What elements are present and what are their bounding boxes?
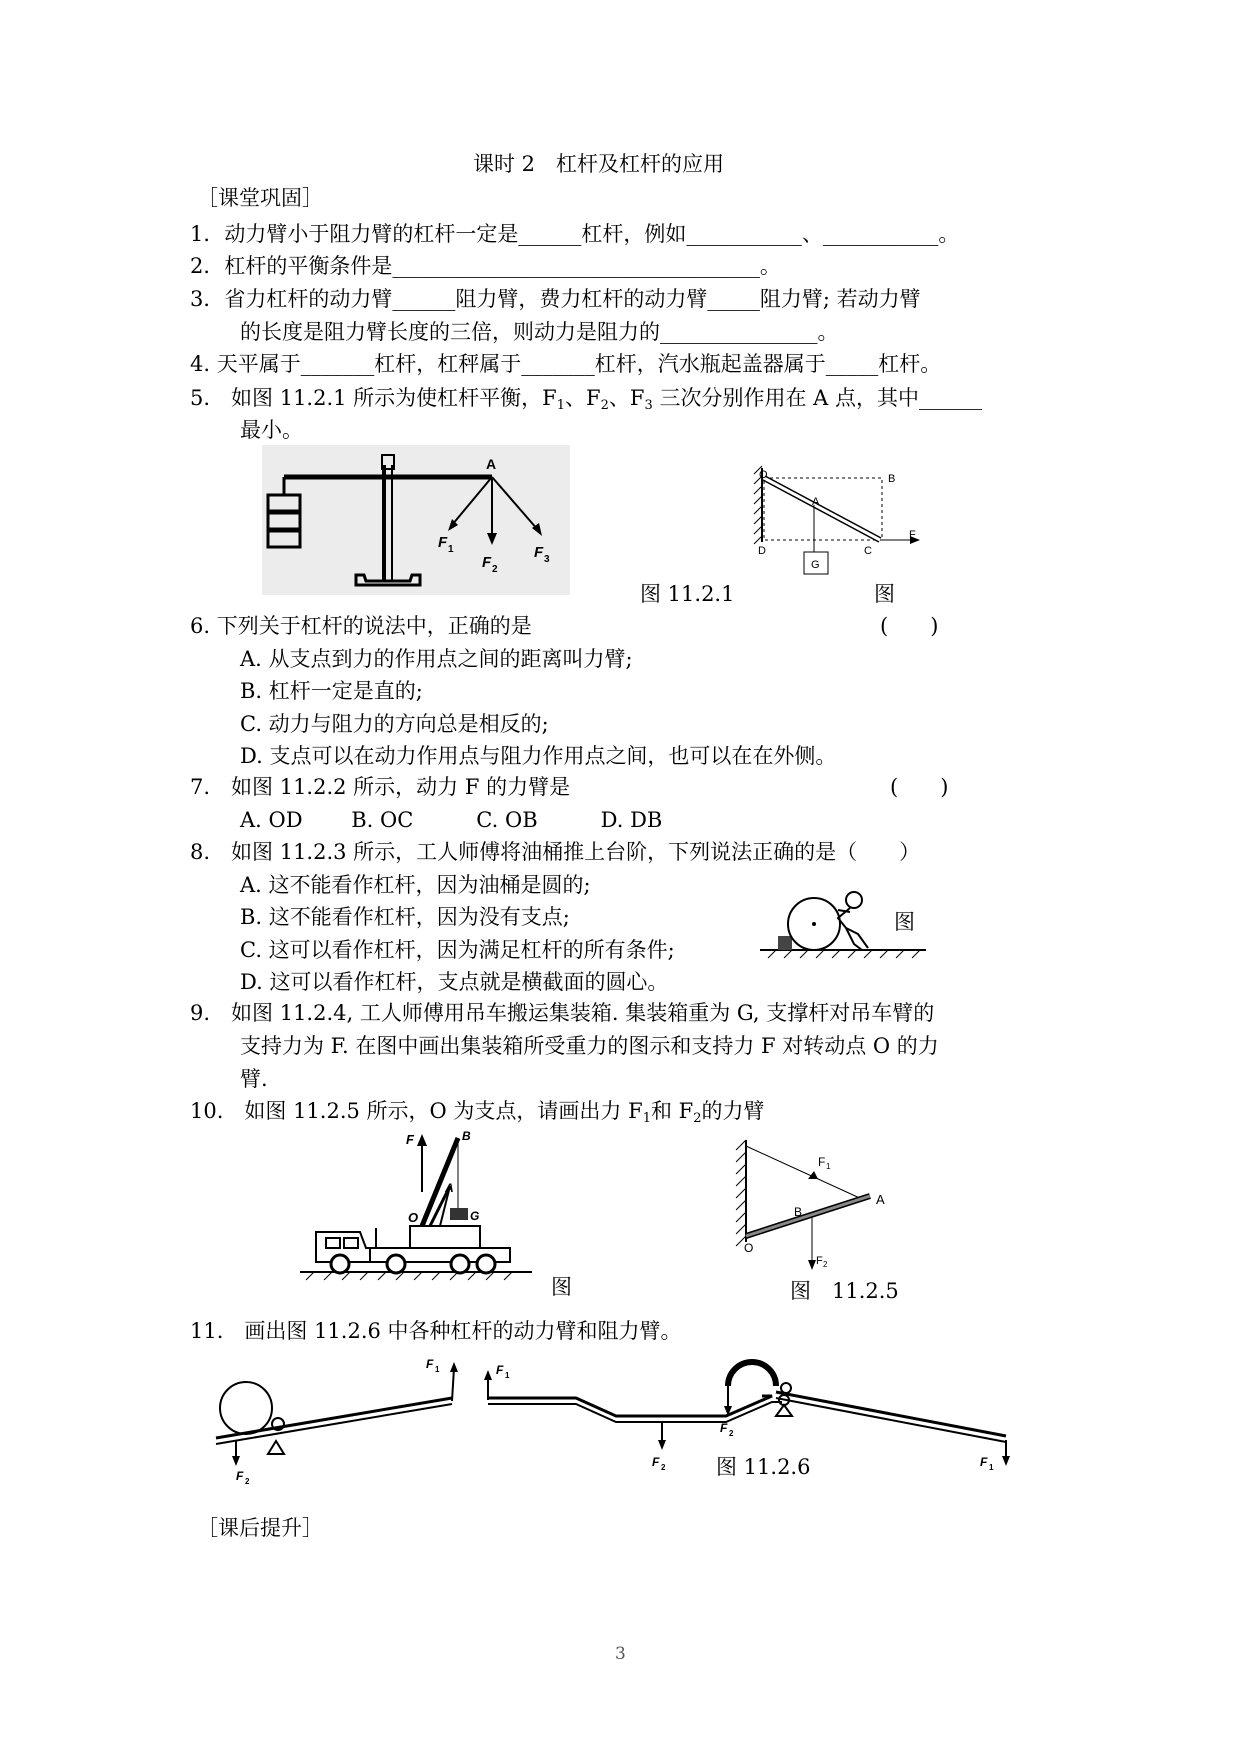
question-9-line2: 支持力为 F. 在图中画出集装箱所受重力的图示和支持力 F 对转动点 O 的力 (240, 1034, 939, 1058)
l2-F1: F (496, 1363, 504, 1377)
figure-wall-triangle (728, 1136, 908, 1276)
question-2: 2．杠杆的平衡条件是___________________________________。 (190, 254, 781, 278)
q10-sub1: 1 (642, 1111, 651, 1126)
label-tri-F2-sub: 2 (823, 1260, 828, 1269)
question-1: 1．动力臂小于阻力臂的杠杆一定是______杠杆，例如___________、___________。 (190, 222, 960, 246)
figure-crane-truck (300, 1130, 540, 1282)
q8-option-b: B. 这不能看作杠杆，因为没有支点; (240, 905, 570, 929)
label-G: G (811, 559, 820, 571)
label-tri-A: A (876, 1192, 885, 1207)
label-crane-G: G (470, 1209, 480, 1223)
label-F2-sub: 2 (492, 564, 498, 575)
l2-F1-sub: 1 (505, 1371, 510, 1380)
label-tri-F2: F (816, 1255, 823, 1267)
l1-F2-sub: 2 (245, 1477, 250, 1486)
l3-F1-sub: 1 (989, 1463, 994, 1472)
q6-option-b: B. 杠杆一定是直的; (240, 679, 423, 703)
q10-mid: 和 F (650, 1099, 694, 1123)
q5-sep2: 、F (608, 386, 645, 410)
question-8: 8. 如图 11.2.3 所示，工人师傅将油桶推上台阶，下列说法正确的是（ ） (190, 840, 921, 864)
section-heading: ［课堂巩固］ (197, 186, 323, 210)
label-F: F (909, 529, 916, 541)
label-F1-sub: 1 (448, 544, 454, 555)
q5-tail: 三次分别作用在 A 点，其中______ (652, 386, 982, 410)
figure-caption-11-2-1: 图 11.2.1 (640, 582, 735, 606)
question-6-answer: ( ) (880, 614, 939, 638)
q8-option-c: C. 这可以看作杠杆，因为满足杠杆的所有条件; (240, 938, 675, 962)
figure-caption-11-2-6: 图 11.2.6 (716, 1455, 811, 1479)
q10-text: 10. 如图 11.2.5 所示，O 为支点，请画出力 F (190, 1099, 643, 1123)
figure-caption-4: 图 (551, 1275, 572, 1299)
label-F3: F (534, 544, 544, 561)
label-tri-F1-sub: 1 (826, 1162, 831, 1171)
label-crane-A: A (445, 1181, 454, 1195)
label-O: O (759, 469, 768, 481)
label-tri-B: B (794, 1205, 803, 1219)
question-6: 6. 下列关于杠杆的说法中，正确的是 (190, 614, 532, 638)
question-5-line2: 最小。 (240, 418, 303, 442)
l2-F2: F (652, 1455, 660, 1469)
l1-F1-sub: 1 (435, 1365, 440, 1374)
question-3-line1: 3．省力杠杆的动力臂______阻力臂，费力杠杆的动力臂_____阻力臂; 若动力臂 (190, 287, 921, 311)
figure-three-levers (206, 1356, 1026, 1486)
label-tri-F1: F (818, 1155, 826, 1169)
label-C: C (864, 545, 872, 557)
q5-text: 5. 如图 11.2.1 所示为使杠杆平衡，F (190, 386, 557, 410)
l1-F2: F (236, 1469, 244, 1483)
q5-sub2: 2 (600, 398, 609, 413)
figure-caption-3: 图 (894, 910, 915, 934)
label-A: A (486, 456, 497, 472)
label-F3-sub: 3 (544, 554, 550, 565)
label-B: B (888, 473, 896, 485)
q5-sub3: 3 (644, 398, 653, 413)
label-crane-B: B (462, 1130, 471, 1143)
q6-option-c: C. 动力与阻力的方向总是相反的; (240, 712, 549, 736)
question-11: 11. 画出图 11.2.6 中各种杠杆的动力臂和阻力臂。 (190, 1319, 682, 1343)
label-F1: F (438, 534, 448, 551)
label-D: D (758, 545, 766, 557)
q10-sub2: 2 (693, 1111, 702, 1126)
label-F2: F (482, 554, 492, 571)
q7-options: A. OD B. OC C. OB D. DB (240, 808, 663, 832)
q5-sep1: 、F (565, 386, 601, 410)
q6-option-a: A. 从支点到力的作用点之间的距离叫力臂; (240, 647, 633, 671)
question-5-line1 (190, 386, 982, 414)
question-10 (190, 1099, 765, 1127)
question-3-line2: 的长度是阻力臂长度的三倍，则动力是阻力的_______________。 (240, 320, 839, 344)
question-4: 4. 天平属于_______杠杆，杠秤属于_______杠杆，汽水瓶起盖器属于_____杠杆。 (190, 352, 942, 376)
q10-tail: 的力臂 (701, 1099, 765, 1123)
question-7: 7. 如图 11.2.2 所示，动力 F 的力臂是 (190, 775, 571, 799)
page-number: 3 (615, 1644, 626, 1664)
q8-option-d: D. 这可以看作杠杆，支点就是横截面的圆心。 (240, 970, 669, 994)
page-title: 课时 2 杠杆及杠杆的应用 (473, 152, 725, 176)
label-crane-O: O (408, 1210, 419, 1225)
question-7-answer: ( ) (890, 775, 949, 799)
l3-F2: F (720, 1421, 728, 1435)
question-9-line1: 9. 如图 11.2.4, 工人师傅用吊车搬运集装箱. 集装箱重为 G, 支撑杆对吊车臂的 (190, 1001, 935, 1025)
section-heading-after: ［课后提升］ (197, 1516, 323, 1540)
l3-F2-sub: 2 (729, 1429, 734, 1438)
question-9-line3: 臂. (240, 1067, 268, 1091)
figure-wall-lever (748, 462, 928, 582)
label-A2: A (812, 496, 820, 508)
label-tri-O: O (744, 1241, 754, 1255)
l2-F2-sub: 2 (661, 1463, 666, 1472)
label-crane-F: F (406, 1132, 414, 1147)
q8-option-a: A. 这不能看作杠杆，因为油桶是圆的; (240, 873, 591, 897)
q6-option-d: D. 支点可以在动力作用点与阻力作用点之间，也可以在在外侧。 (240, 744, 837, 768)
figure-caption-11-2-5: 图 11.2.5 (790, 1279, 899, 1303)
figure-lever-weights (262, 445, 570, 595)
l3-F1: F (980, 1455, 988, 1469)
q5-sub1: 1 (556, 398, 566, 413)
figure-caption-2: 图 (874, 582, 895, 606)
l1-F1: F (426, 1357, 434, 1371)
